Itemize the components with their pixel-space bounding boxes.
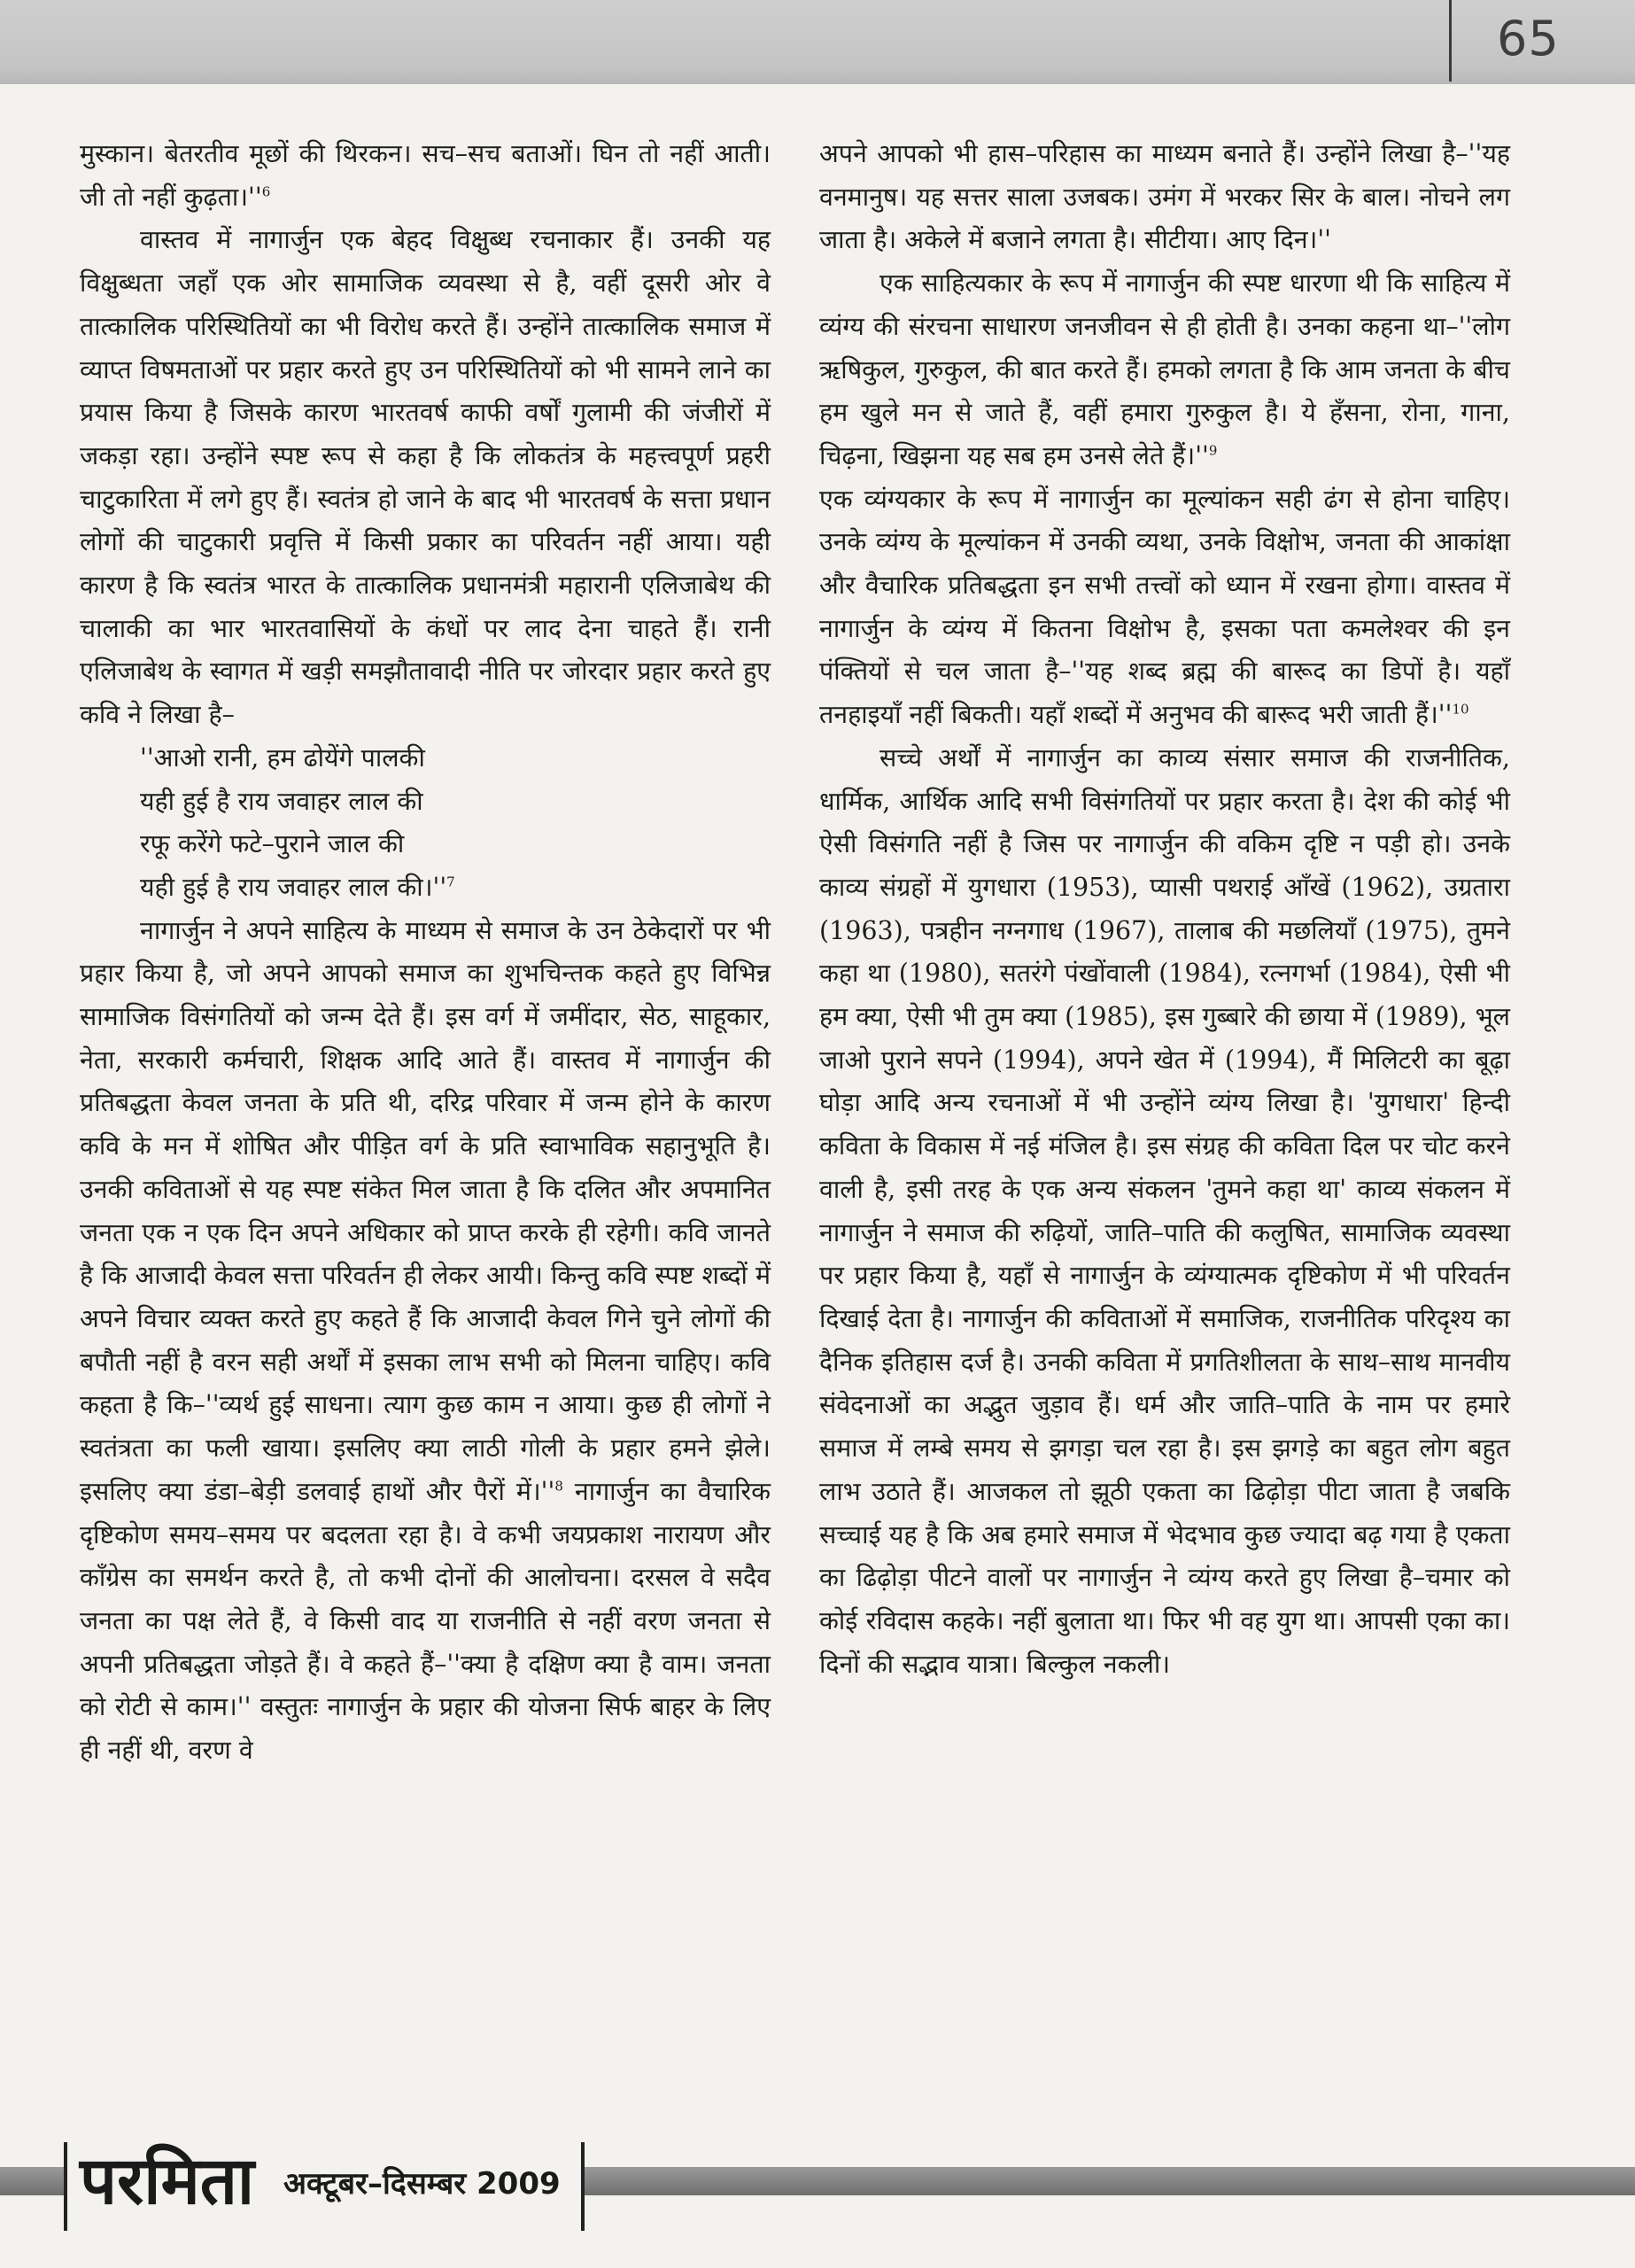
paragraph: नागार्जुन ने अपने साहित्य के माध्यम से समाज के उन ठेकेदारों पर भी प्रहार किया है, जो अपने आपको समाज का शुभचिन्तक कहते हुए विभिन्न सामाजिक विसंगतियों को जन्म देते हैं। इस वर्ग में जमींदार, सेठ, साहूकार, नेता, सरकारी कर्मचारी, शिक्षक आदि आते हैं। वास्तव में नागार्जुन की प्रतिबद्धता केवल जनता के प्रति थी, दरिद्र परिवार में जन्म होने के कारण कवि के मन में शोषित और पीड़ित वर्ग के प्रति स्वाभाविक सहानुभूति है। उनकी कविताओं से यह स्पष्ट संकेत मिल जाता है कि दलित और अपमानित जनता एक न एक दिन अपने अधिकार को प्राप्त करके ही रहेगी। कवि जानते है कि आजादी केवल सत्ता परिवर्तन ही लेकर आयी। किन्तु कवि स्पष्ट शब्दों में अपने विचार व्यक्त करते हुए कहते हैं कि आजादी केवल गिने चुने लोगों की बपौती नहीं है वरन सही अर्थों में इसका लाभ सभी को मिलना चाहिए। कवि कहता है कि–''व्यर्थ हुई साधना। त्याग कुछ काम न आया। कुछ ही लोगों ने स्वतंत्रता का फली खाया। इसलिए क्या लाठी गोली के प्रहार हमने झेले। इसलिए क्या डंडा–बेड़ी डलवाई हाथों और पैरों $में।''^8$ नागार्जुन का वैचारिक दृष्टिकोण समय–समय पर बदलता रहा है। वे कभी जयप्रकाश नारायण और कॉंग्रेस का समर्थन करते है, तो कभी दोनों की आलोचना। दरसल वे सदैव जनता का पक्ष लेते हैं, वे किसी वाद या राजनीति से नहीं वरण जनता से अपनी प्रतिबद्धता जोड़ते हैं। वे कहते हैं–''क्या है दक्षिण क्या है वाम। जनता को रोटी से काम।'' वस्तुतः नागार्जुन के प्रहार की योजना सिर्फ बाहर के लिए ही नहीं थी, वरण वे bbox=[80, 915, 771, 1766]
issue-date: अक्टूबर–दिसम्बर 2009 bbox=[283, 2166, 561, 2202]
paragraph: वास्तव में नागार्जुन एक बेहद विक्षुब्ध रचनाकार हैं। उनकी यह विक्षुब्धता जहाँ एक ओर सामाजिक व्यवस्था से है, वहीं दूसरी ओर वे तात्कालिक परिस्थितियों का भी विरोध करते हैं। उन्होंने तात्कालिक समाज में व्याप्त विषमताओं पर प्रहार करते हुए उन परिस्थितियों को भी सामने लाने का प्रयास किया है जिसके कारण भारतवर्ष काफी वर्षों गुलामी की जंजीरों में जकड़ा रहा। उन्होंने स्पष्ट रूप से कहा है कि लोकतंत्र के महत्त्वपूर्ण प्रहरी चाटुकारिता में लगे हुए हैं। स्वतंत्र हो जाने के बाद भी भारतवर्ष के सत्ता प्रधान लोगों की चाटुकारी प्रवृत्ति में किसी प्रकार का परिवर्तन नहीं आया। यही कारण है कि स्वतंत्र भारत के तात्कालिक प्रधानमंत्री महारानी एलिजाबेथ की चालाकी का भार भारतवासियों के कंधों पर लाद देना चाहते हैं। रानी एलिजाबेथ के स्वागत में खड़ी समझौतावादी नीति पर जोरदार प्रहार करते हुए कवि ने लिखा है– bbox=[80, 225, 771, 730]
paragraph: सच्चे अर्थों में नागार्जुन का काव्य संसार समाज की राजनीतिक, धार्मिक, आर्थिक आदि सभी विसंगतियों पर प्रहार करता है। देश की कोई भी ऐसी विसंगति नहीं है जिस पर नागार्जुन की वकिम दृष्टि न पड़ी हो। उनके काव्य संग्रहों में युगधारा (1953), प्यासी पथराई आँखें (1962), उग्रतारा (1963), पत्रहीन नग्नगाध (1967), तालाब की मछलियाँ (1975), तुमने कहा था (1980), सतरंगे पंखोंवाली (1984), रत्नगर्भा (1984), ऐसी भी हम क्या, ऐसी भी तुम क्या (1985), इस गुब्बारे की छाया में (1989), भूल जाओ पुराने सपने (1994), अपने खेत में (1994), मैं मिलिटरी का बूढ़ा घोड़ा आदि अन्य रचनाओं में भी उन्होंने व्यंग्य लिखा है। 'युगधारा' हिन्दी कविता के विकास में नई मंजिल है। इस संग्रह की कविता दिल पर चोट करने वाली है, इसी तरह के एक अन्य संकलन 'तुमने कहा था' काव्य संकलन में नागार्जुन ने समाज की रुढ़ियों, जाति–पाति की कलुषित, सामाजिक व्यवस्था पर प्रहार किया है, यहाँ से नागार्जुन के व्यंग्यात्मक दृष्टिकोण में भी परिवर्तन दिखाई देता है। नागार्जुन की कविताओं में समाजिक, राजनीतिक परिदृश्य का दैनिक इतिहास दर्ज है। उनकी कविता में प्रगतिशीलता के साथ–साथ मानवीय संवेदनाओं का अद्भुत जुड़ाव हैं। धर्म और जाति–पाति के नाम पर हमारे समाज में लम्बे समय से झगड़ा चल रहा है। इस झगड़े का बहुत लोग बहुत लाभ उठाते हैं। आजकल तो झूठी एकता का ढिढ़ोड़ा पीटा जाता है जबकि सच्चाई यह है कि अब हमारे समाज में भेदभाव कुछ ज्यादा बढ़ गया है एकता का ढिढ़ोड़ा पीटने वालों पर नागार्जुन ने व्यंग्य करते हुए लिखा है–चमार को कोई रविदास कहके। नहीं बुलाता था। फिर भी वह युग था। आपसी एका का। दिनों की सद्भाव यात्रा। बिल्कुल नकली। bbox=[819, 742, 1510, 1679]
right-column bbox=[819, 133, 1510, 1686]
poem-quote bbox=[80, 737, 771, 910]
page-number: 65 bbox=[1497, 11, 1560, 66]
magazine-title: परमिता bbox=[80, 2143, 255, 2219]
footnote-ref: 6 bbox=[261, 183, 271, 200]
header-divider bbox=[1449, 0, 1452, 82]
verse-line: रफू करेंगे फटे–पुराने जाल की bbox=[140, 829, 405, 859]
footnote-ref: 10 bbox=[1452, 701, 1469, 718]
left-column bbox=[80, 133, 771, 1773]
paragraph: मुस्कान। बेतरतीव मूछों की थिरकन। सच–सच बताओं। घिन तो नहीं आती। जी तो नहीं $कुढ़ता।''^6$ bbox=[80, 139, 771, 212]
footnote-ref: 7 bbox=[446, 874, 455, 890]
verse-line: यही हुई है राय जवाहर लाल $की।''^7$ bbox=[140, 872, 455, 902]
footnote-ref: 8 bbox=[554, 1478, 563, 1495]
verse-line: यही हुई है राय जवाहर लाल की bbox=[140, 786, 423, 816]
footnote-ref: 9 bbox=[1208, 442, 1218, 459]
verse-line: ''आओ रानी, हम ढोयेंगे पालकी bbox=[140, 742, 425, 773]
paragraph: एक साहित्यकार के रूप में नागार्जुन की स्पष्ट धारणा थी कि साहित्य में व्यंग्य की संरचना साधारण जनजीवन से ही होती है। उनका कहना था–''लोग ऋषिकुल, गुरुकुल, की बात करते हैं। हमको लगता है कि आम जनता के बीच हम खुले मन से जाते हैं, वहीं हमारा गुरुकुल है। ये हँसना, रोना, गाना, चिढ़ना, खिझना यह सब हम उनसे लेते $हैं।''^9$ bbox=[819, 268, 1510, 470]
paragraph: एक व्यंग्यकार के रूप में नागार्जुन का मूल्यांकन सही ढंग से होना चाहिए। उनके व्यंग्य के मूल्यांकन में उनकी व्यथा, उनके विक्षोभ, जनता की आकांक्षा और वैचारिक प्रतिबद्धता इन सभी तत्त्वों को ध्यान में रखना होगा। वास्तव में नागार्जुन के व्यंग्य में कितना विक्षोभ है, इसका पता कमलेश्वर की इन पंक्तियों से चल जाता है–''यह शब्द ब्रह्म की बारूद का डिपों है। यहाँ तनहाइयाँ नहीं बिकती। यहाँ शब्दों में अनुभव की बारूद भरी जाती $हैं।''^{10}$ bbox=[819, 484, 1510, 730]
paragraph: अपने आपको भी हास–परिहास का माध्यम बनाते हैं। उन्होंने लिखा है–''यह वनमानुष। यह सत्तर साला उजबक। उमंग में भरकर सिर के बाल। नोचने लग जाता है। अकेले में बजाने लगता है। सीटीया। आए दिन।'' bbox=[819, 139, 1510, 255]
header-band bbox=[0, 0, 1635, 84]
